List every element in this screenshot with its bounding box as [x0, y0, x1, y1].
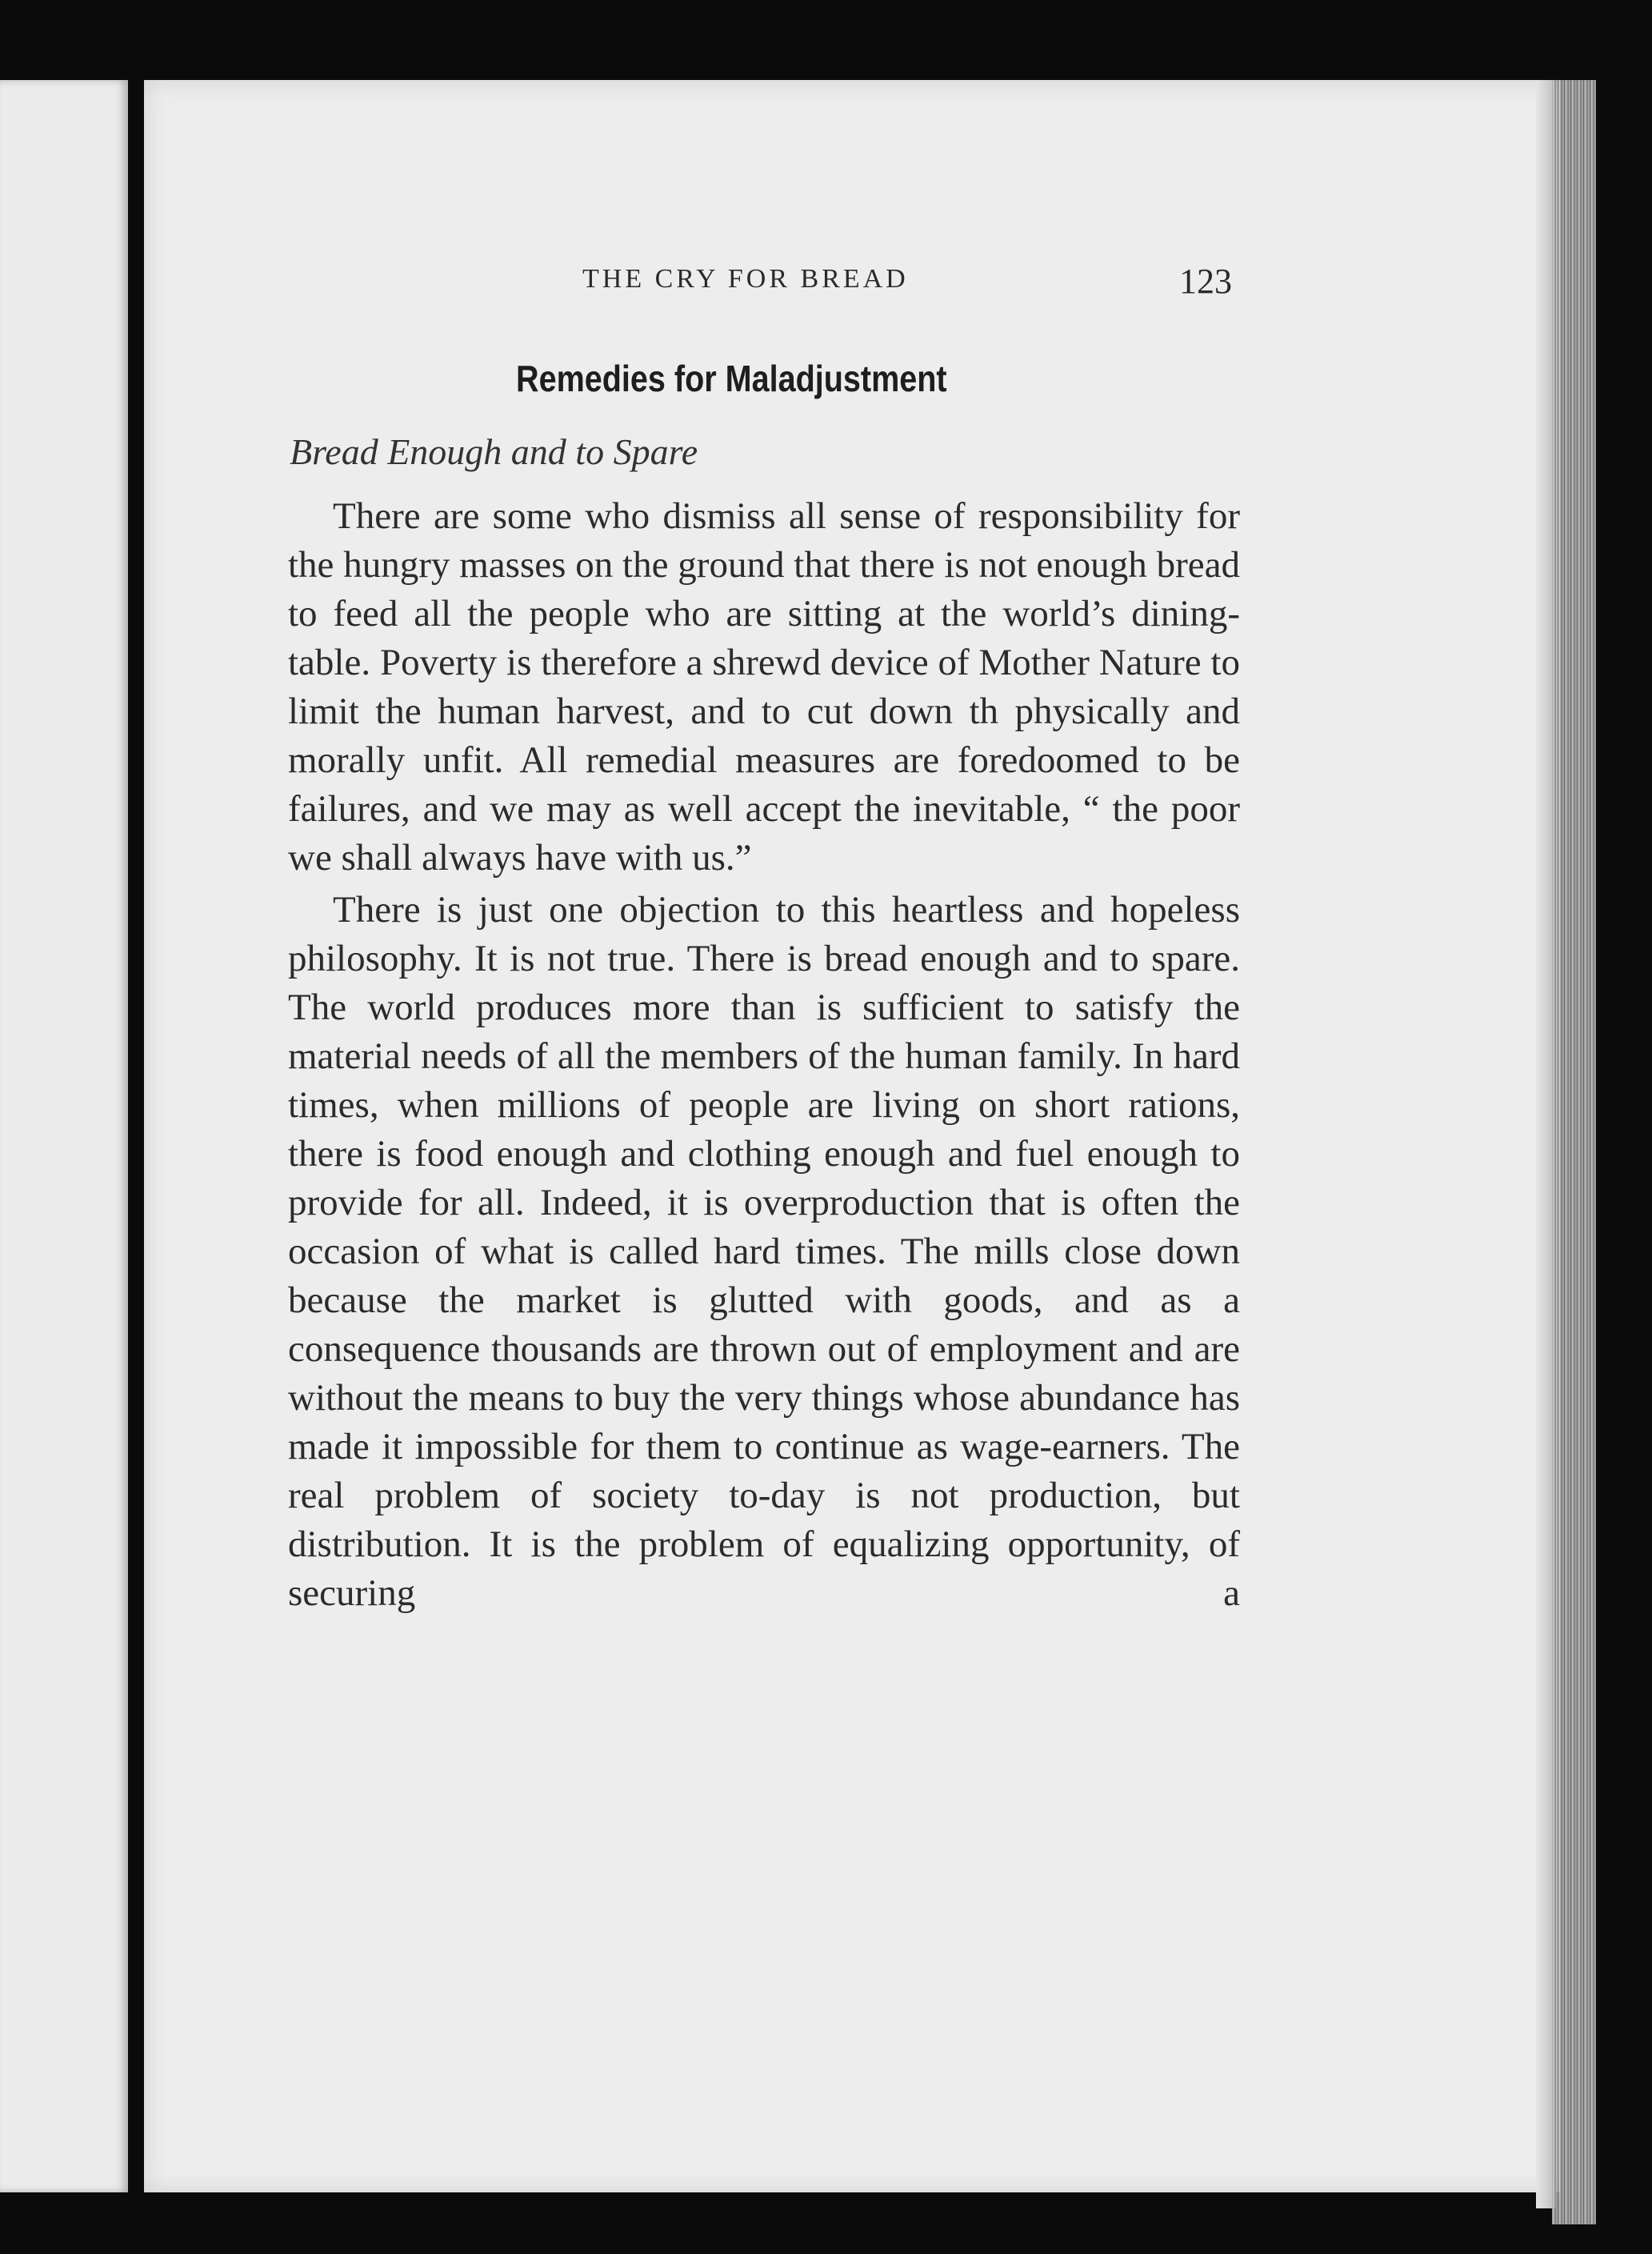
subheading: Bread Enough and to Spare	[290, 431, 698, 472]
paragraph-2: There is just one objection to this heartless and hopeless philosophy. It is not true. There is bread enough and to spare. The world produces more than is sufficient to satisfy the material needs of all the members of the human family. In hard times, when millions of people are living on short rations, there is food enough and clothing enough and fuel enough to provide for all. Indeed, it is overproduction that is often the occasion of what is called hard times. The mills close down because the market is glutted with goods, and as a consequence thousands are thrown out of employment and are without the means to buy the very things whose abundance has made it impossible for them to continue as wage-earners. The real problem of society to-day is not production, but distribution. It is the problem of equalizing opportunity, of securing a	[288, 889, 1240, 1614]
body-text	[288, 492, 1240, 1618]
paragraph-1: There are some who dismiss all sense of responsibility for the hungry masses on the ground that there is not enough bread to feed all the people who are sitting at the world’s dining-table. Poverty is therefore a shrewd device of Mother Nature to limit the human harvest, and to cut down th physically and morally unfit. All remedial measures are foredoomed to be failures, and we may as well accept the inevitable, “ the poor we shall always have with us.”	[288, 495, 1240, 879]
page-number: 123	[1179, 262, 1232, 301]
section-heading: Remedies for Maladjustment	[516, 358, 947, 399]
facing-page-edge	[0, 80, 128, 2192]
running-head: THE CRY FOR BREAD	[582, 264, 909, 294]
stacked-page-edges	[1552, 80, 1596, 2224]
